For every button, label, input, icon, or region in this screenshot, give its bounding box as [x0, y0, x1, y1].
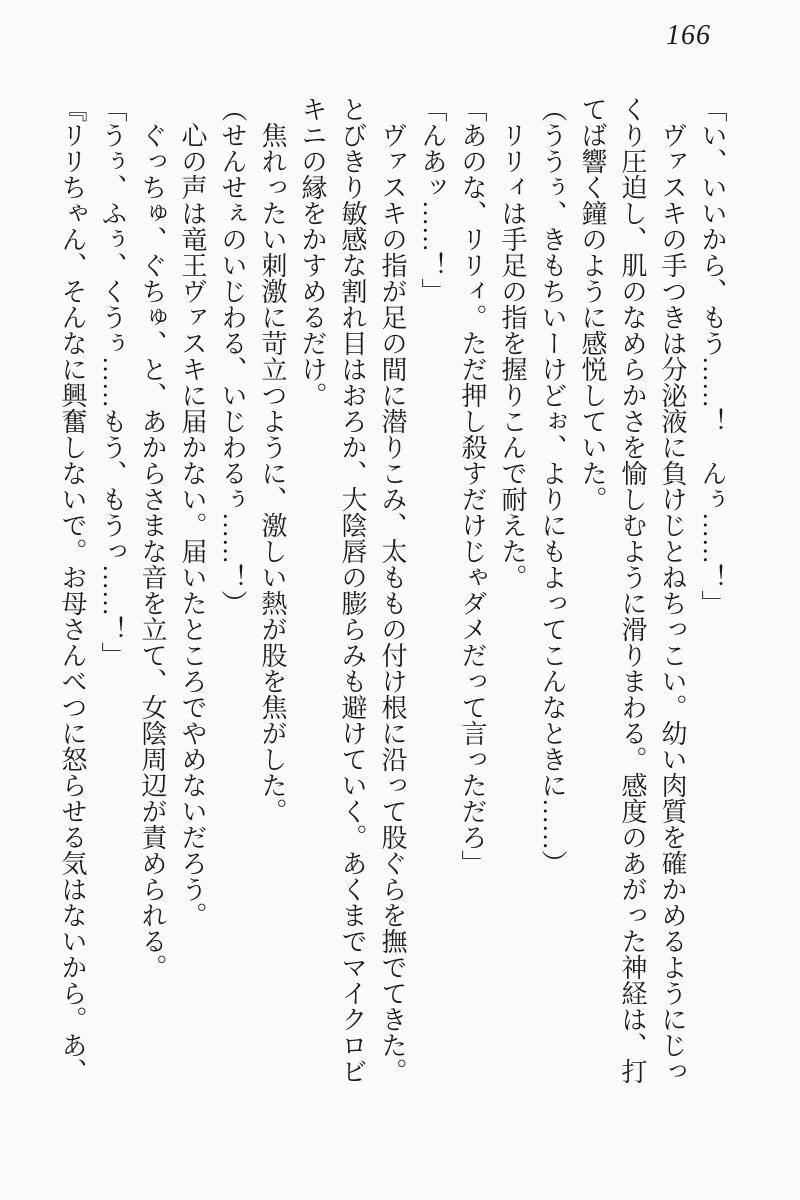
text-line: リリィは手足の指を握りこんで耐えた。 [498, 96, 527, 590]
text-line: 「あのな、リリィ。ただ押し殺すだけじゃダメだって言っただろ」 [458, 96, 487, 876]
text-line: てば響く鐘のように感悦していた。 [578, 96, 607, 512]
text-line: （ううぅ、きもちいーけどぉ、よりにもよってこんなときに……） [538, 96, 567, 876]
text-line: 「うぅ、ふぅ、くうぅ……もう、もうっ……！」 [98, 96, 127, 668]
text-line: 「んあッ……！」 [418, 96, 447, 304]
text-line: キニの縁をかすめるだけ。 [298, 96, 327, 408]
text-line: 『リリちゃん、そんなに興奮しないで。お母さんべつに怒らせる気はないから。あ、 [58, 96, 87, 1084]
text-line: ぐっちゅ、ぐちゅ、と、あからさまな音を立て、女陰周辺が責められる。 [138, 96, 167, 980]
text-line: 「い、いいから、もう……！ んぅ……！」 [698, 96, 727, 616]
text-line: 焦れったい刺激に苛立つように、激しい熱が股を焦がした。 [258, 96, 287, 824]
text-line: （せんせぇのいじわる、いじわるぅ……！） [218, 96, 247, 616]
page-number: 166 [666, 20, 711, 51]
text-line: くり圧迫し、肌のなめらかさを愉しむように滑りまわる。感度のあがった神経は、打 [618, 96, 647, 1084]
text-line: ヴァスキの手つきは分泌液に負けじとねちっこい。幼い肉質を確かめるようにじっ [658, 96, 687, 1084]
text-line: 心の声は竜王ヴァスキに届かない。届いたところでやめないだろう。 [178, 96, 207, 928]
text-line: ヴァスキの指が足の間に潜りこみ、太ももの付け根に沿って股ぐらを撫でてきた。 [378, 96, 407, 1084]
text-block [52, 96, 732, 1088]
text-line: とびきり敏感な割れ目はおろか、大陰唇の膨らみも避けていく。あくまでマイクロビ [338, 96, 367, 1084]
